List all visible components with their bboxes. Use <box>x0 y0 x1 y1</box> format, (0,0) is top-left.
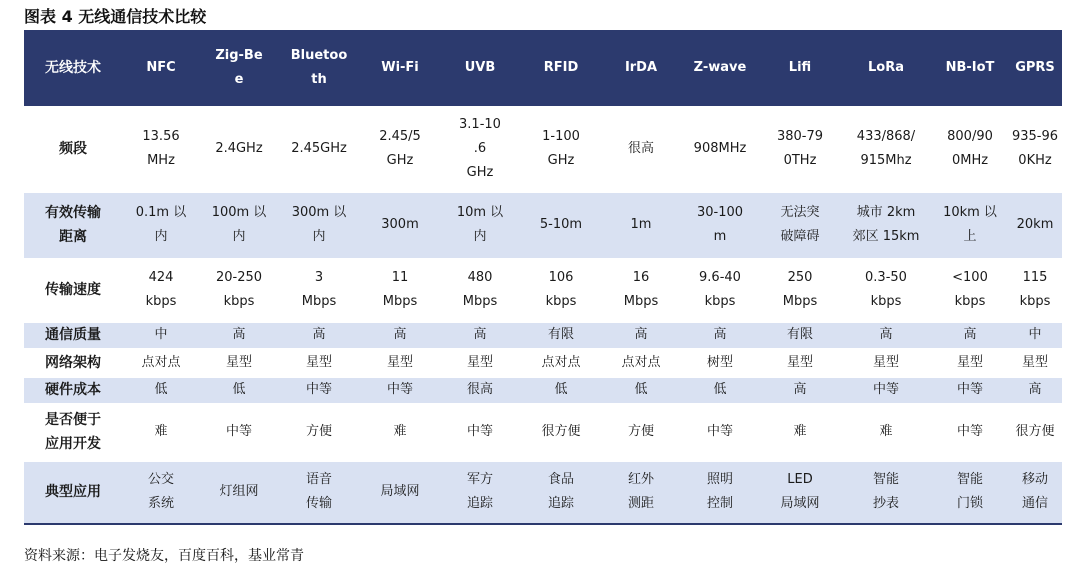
table-cell: 高 <box>1028 382 1042 397</box>
table-cell: 0.1m 以 内 <box>135 205 187 244</box>
table-cell: 中等 <box>225 424 252 439</box>
header-cell: Bluetoo th <box>278 30 360 106</box>
table-cell: 300m 以 内 <box>291 205 347 244</box>
row-label: 是否便于 应用开发 <box>45 412 101 452</box>
table-cell: 250 Mbps <box>782 270 818 309</box>
table-cell: 115 kbps <box>1019 270 1051 309</box>
table-cell: 星型 <box>956 354 983 370</box>
table-cell: 很方便 <box>541 424 581 439</box>
table-cell: 16 Mbps <box>623 270 659 309</box>
header-cell: Z-wave <box>680 30 760 106</box>
table-cell: 点对点 <box>541 354 581 370</box>
table-cell: 星型 <box>466 354 493 370</box>
table-cell: 3.1-10 .6 GHz <box>459 116 501 180</box>
row-label: 硬件成本 <box>45 382 101 398</box>
table-cell: 中 <box>1028 327 1042 342</box>
header-row <box>24 30 1062 106</box>
table-cell: 1-100 GHz <box>542 128 580 168</box>
header-cell: Wi-Fi <box>360 30 440 106</box>
header-cell: 无线技术 <box>24 30 122 106</box>
table-cell: 照明 控制 <box>706 472 733 512</box>
table-cell: 2.45/5 GHz <box>379 128 421 168</box>
table-cell: 高 <box>879 327 893 342</box>
table-cell: 20-250 kbps <box>215 270 263 309</box>
table-cell: 10km 以 上 <box>943 205 997 244</box>
table-cell: 高 <box>232 327 246 342</box>
table-cell: 935-96 0KHz <box>1011 128 1059 168</box>
table-cell: 星型 <box>786 354 813 370</box>
table-cell: 9.6-40 kbps <box>699 270 741 309</box>
header-cell: NFC <box>122 30 200 106</box>
table-cell: 军方 追踪 <box>466 472 493 512</box>
table-cell: 有限 <box>547 327 574 342</box>
table-cell: 300m <box>381 217 419 232</box>
table-row-hardware-cost <box>24 377 1062 403</box>
table-cell: 点对点 <box>621 354 661 370</box>
table-cell: 星型 <box>225 354 252 370</box>
table-cell: 难 <box>793 424 807 439</box>
row-label: 频段 <box>59 140 87 157</box>
table-cell: 星型 <box>872 354 899 370</box>
table-cell: 2.45GHz <box>291 140 347 156</box>
table-cell: <100 kbps <box>952 270 988 309</box>
table-row-ease-of-development <box>24 403 1062 461</box>
table-cell: 公交 系统 <box>147 472 174 512</box>
table-cell: 星型 <box>386 354 413 370</box>
table-cell: 很高 <box>627 140 654 156</box>
table-cell: 908MHz <box>693 140 747 156</box>
table-cell: 1m <box>630 217 652 232</box>
table-cell: 星型 <box>305 354 332 370</box>
table-cell: 380-79 0THz <box>776 128 824 168</box>
table-row-frequency <box>24 106 1062 192</box>
table-cell: 低 <box>154 382 168 397</box>
table-cell: 无法突 破障碍 <box>780 205 820 244</box>
header-cell: RFID <box>520 30 602 106</box>
table-row-distance <box>24 192 1062 258</box>
table-cell: 3 Mbps <box>301 270 337 309</box>
table-cell: 中等 <box>872 382 899 397</box>
table-cell: 13.56 MHz <box>142 128 180 168</box>
comparison-table <box>24 30 1062 525</box>
table-cell: 星型 <box>1021 354 1048 370</box>
header-cell: NB-IoT <box>932 30 1008 106</box>
table-cell: 11 Mbps <box>382 270 418 309</box>
table-cell: 433/868/ 915Mhz <box>856 128 916 168</box>
table-cell: 难 <box>393 424 407 439</box>
table-cell: 中等 <box>466 424 493 439</box>
table-cell: 高 <box>634 327 648 342</box>
table-cell: 语音 传输 <box>305 472 332 512</box>
table-cell: 高 <box>393 327 407 342</box>
table-row-architecture <box>24 348 1062 377</box>
table-cell: 中等 <box>956 424 983 439</box>
table-cell: 红外 测距 <box>627 472 654 512</box>
table-cell: 424 kbps <box>145 270 177 309</box>
table-cell: 5-10m <box>539 217 583 232</box>
table-cell: 480 Mbps <box>462 270 498 309</box>
table-cell: 高 <box>312 327 326 342</box>
table-cell: 很高 <box>466 382 493 397</box>
table-cell: 城市 2km 郊区 15km <box>852 205 920 244</box>
table-cell: 低 <box>634 382 648 397</box>
table-cell: 很方便 <box>1015 424 1055 439</box>
table-cell: 中等 <box>386 382 413 397</box>
header-cell: LoRa <box>840 30 932 106</box>
table-cell: 10m 以 内 <box>456 205 504 244</box>
table-cell: 低 <box>554 382 568 397</box>
source-note: 资料来源：电子发烧友，百度百科，基业常青 <box>24 548 304 564</box>
table-cell: 有限 <box>786 327 813 342</box>
figure-title: 图表 4 无线通信技术比较 <box>24 7 207 26</box>
table-cell: 移动 通信 <box>1021 472 1048 512</box>
table-cell: 高 <box>473 327 487 342</box>
table-cell: 方便 <box>627 424 654 439</box>
table-cell: 低 <box>232 382 246 397</box>
header-cell: GPRS <box>1008 30 1062 106</box>
table-cell: 食品 追踪 <box>547 472 574 512</box>
table-cell: 难 <box>154 424 168 439</box>
row-label: 典型应用 <box>45 484 101 501</box>
table-cell: 中等 <box>305 382 332 397</box>
table-cell: 中 <box>154 327 168 342</box>
table-cell: 智能 抄表 <box>872 472 899 512</box>
table-cell: 0.3-50 kbps <box>865 270 907 309</box>
table-cell: 智能 门锁 <box>956 472 983 512</box>
table-cell: 难 <box>879 424 893 439</box>
table-cell: 点对点 <box>141 354 181 370</box>
table-cell: 106 kbps <box>545 270 577 309</box>
header-cell: Zig-Be e <box>200 30 278 106</box>
table-cell: 2.4GHz <box>215 140 263 156</box>
table-row-quality <box>24 322 1062 348</box>
table-row-typical-application <box>24 461 1062 524</box>
table-cell: 100m 以 内 <box>211 205 267 244</box>
table-cell: LED 局域网 <box>780 472 820 512</box>
header-cell: Lifi <box>760 30 840 106</box>
table-cell: 灯组网 <box>219 484 259 500</box>
row-label: 有效传输 距离 <box>45 205 101 245</box>
row-label: 网络架构 <box>45 354 101 371</box>
table-row-speed <box>24 258 1062 322</box>
table-cell: 低 <box>713 382 727 397</box>
table-cell: 20km <box>1016 217 1054 232</box>
table-cell: 中等 <box>706 424 733 439</box>
row-label: 传输速度 <box>45 282 101 298</box>
table-cell: 高 <box>713 327 727 342</box>
table-cell: 中等 <box>956 382 983 397</box>
table-cell: 树型 <box>706 354 733 370</box>
table-cell: 局域网 <box>380 484 420 500</box>
row-label: 通信质量 <box>45 327 101 343</box>
table-cell: 800/90 0MHz <box>947 128 993 168</box>
header-cell: IrDA <box>602 30 680 106</box>
table-cell: 高 <box>793 382 807 397</box>
table-cell: 方便 <box>305 424 332 439</box>
table-cell: 高 <box>963 327 977 342</box>
header-cell: UVB <box>440 30 520 106</box>
table-cell: 30-100 m <box>696 205 744 244</box>
